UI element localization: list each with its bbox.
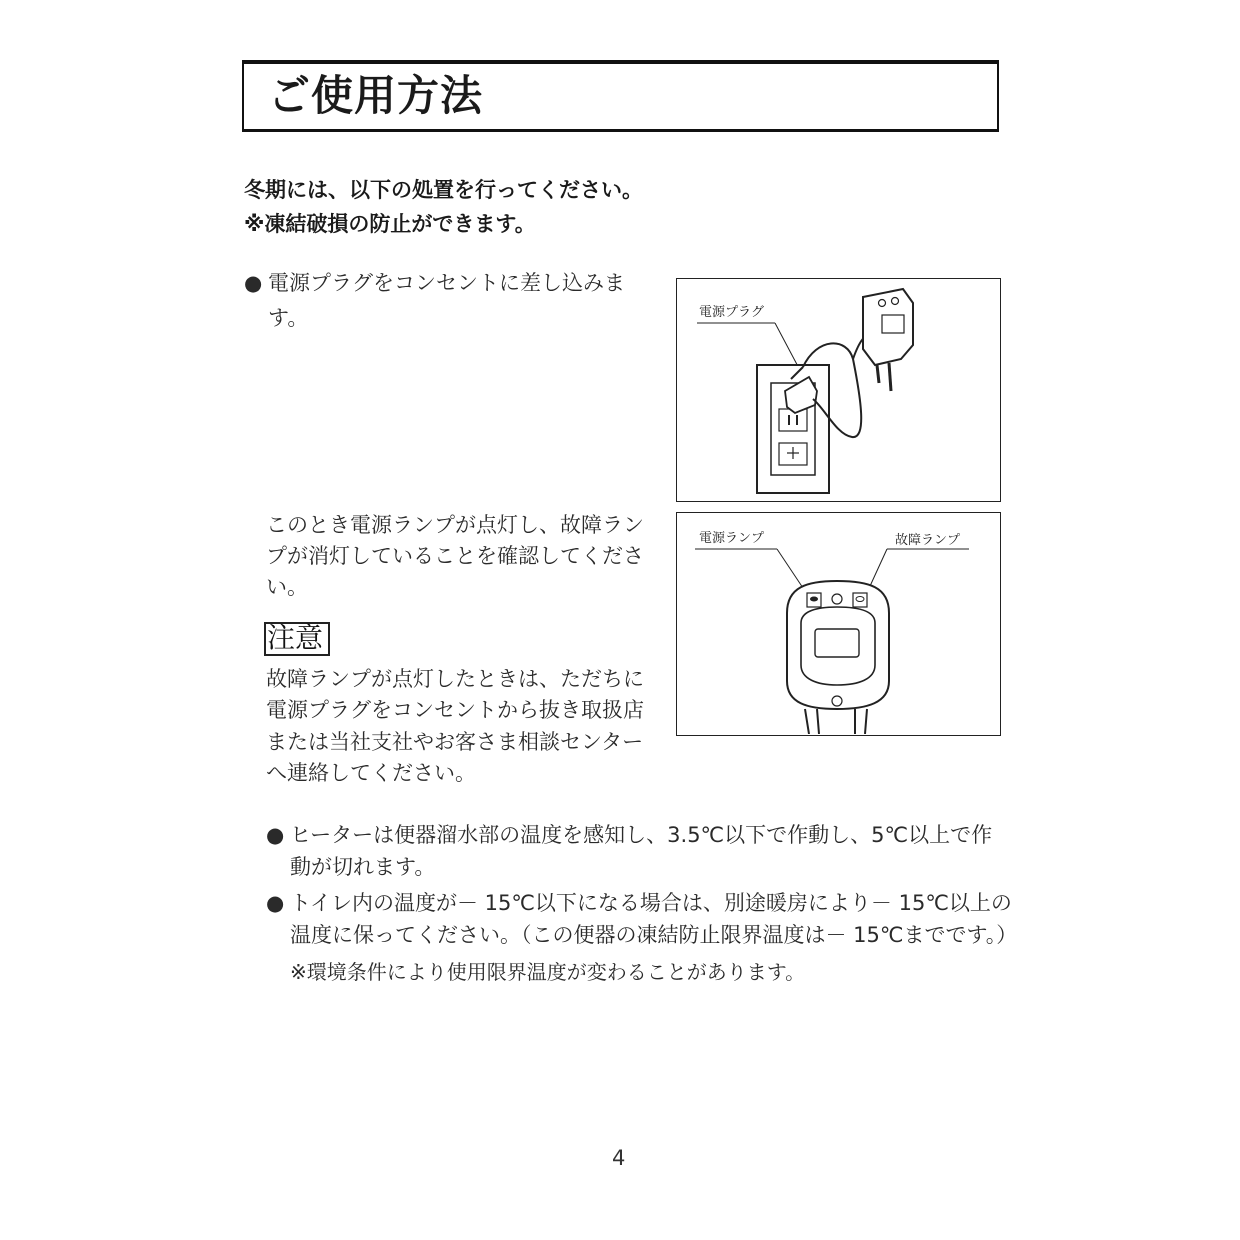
- confirm-line-2: プが消灯していることを確認してくださ: [266, 544, 644, 568]
- note-remark: ※環境条件により使用限界温度が変わることがあります。: [290, 960, 806, 984]
- bullet-icon: ●: [266, 891, 285, 915]
- caution-line-3: または当社支社やお客さま相談センター: [266, 730, 644, 754]
- page-title: ご使用方法: [268, 71, 484, 120]
- caution-line-2: 電源プラグをコンセントから抜き取扱店: [266, 698, 644, 722]
- label-power-lamp: 電源ランプ: [699, 531, 765, 546]
- intro-line-2: ※凍結破損の防止ができます。: [244, 212, 536, 236]
- confirm-line-3: い。: [266, 575, 308, 599]
- caution-line-1: 故障ランプが点灯したときは、ただちに: [266, 667, 644, 691]
- step1-line-2: す。: [268, 306, 309, 330]
- note1-line-2: 動が切れます。: [290, 855, 436, 879]
- bullet-icon: ●: [266, 823, 285, 847]
- caution-heading: 注意: [267, 621, 324, 654]
- bullet-icon: ●: [244, 271, 263, 295]
- note1-line-1: ヒーターは便器溜水部の温度を感知し、3.5℃以下で作動し、5℃以上で作: [290, 823, 993, 847]
- caution-line-4: へ連絡してください。: [266, 761, 476, 785]
- confirm-line-1: このとき電源ランプが点灯し、故障ラン: [266, 513, 644, 537]
- page-number: 4: [612, 1146, 626, 1170]
- note2-line-2: 温度に保ってください。（この便器の凍結防止限界温度は－ 15℃までです。）: [290, 923, 1018, 947]
- note2-line-1: トイレ内の温度が－ 15℃以下になる場合は、別途暖房により－ 15℃以上の: [290, 891, 1012, 915]
- intro-line-1: 冬期には、以下の処置を行ってください。: [244, 178, 643, 202]
- label-fault-lamp: 故障ランプ: [895, 533, 961, 548]
- figure-lamps: [676, 512, 1001, 736]
- figure-power-plug: [676, 278, 1001, 502]
- label-power-plug: 電源プラグ: [699, 305, 765, 320]
- step1-line-1: 電源プラグをコンセントに差し込みま: [268, 271, 625, 295]
